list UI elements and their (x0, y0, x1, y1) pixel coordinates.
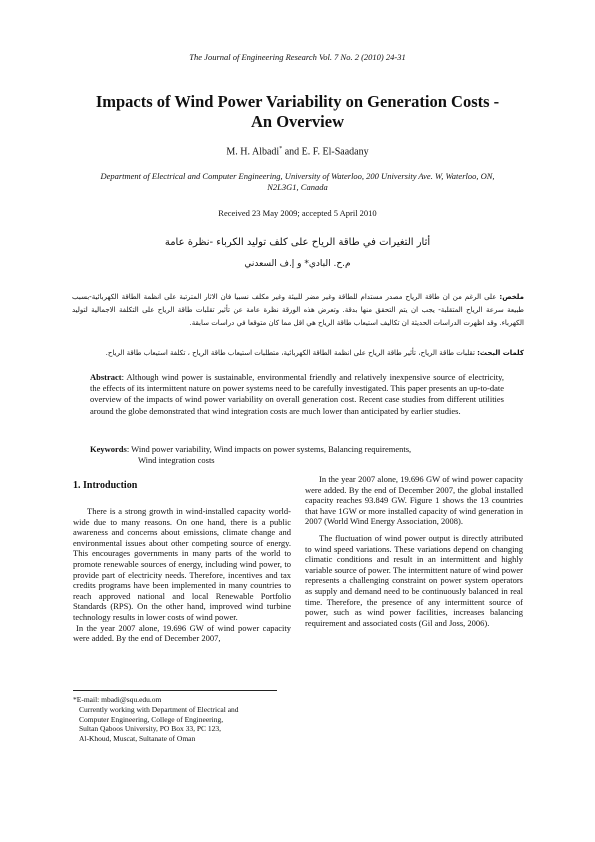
paper-title (55, 92, 540, 132)
left-column (73, 506, 291, 644)
arabic-keywords-label: كلمات البحث: (477, 349, 524, 357)
arabic-keywords (72, 348, 524, 358)
right-paragraph-2: The fluctuation of wind power output is directly attributed to wind speed variations. These variations depend on changing climatic conditions and result in an intermittent and highly variable source of power. The intermittent nature of wind power represents a challenging constraint on power system operators as supply and demand need to be continuously balanced in real time. Therefore, the presence of any intermittent source of power, such as wind power facilities, increases balancing requirement and associated costs (Gil and Joss, 2006). (305, 532, 523, 628)
intro-paragraph-2: In the year 2007 alone, 19.696 GW of wind power capacity were added. By the end of December 2007, (73, 622, 291, 644)
affiliation (80, 171, 515, 193)
footnote-line-2: Computer Engineering, College of Engineering, (79, 714, 224, 724)
arabic-abstract-text: على الرغم من ان طاقة الرياح مصدر مستدام للطاقة وغير مضر للبيئة وغير مكلف نسبيا فان الاثار المترتبة على انظمة الطاقة الكهربائية-بسبب طبيعة سرعة الرياح المتقلبة- يجب ان يتم التحقق منها بدقة. وتعرض هذه الورقة نظرة عامة عن تأثير تقلبات طاقة الرياح على التكلفة الاجمالية لتوليد الكهرباء. وقد اظهرت الدراسات الحديثة ان تكاليف استيعاب طاقة الرياح هي اقل مما كان متوقعا في دراسات سابقة. (72, 293, 524, 327)
footnote-rule (73, 690, 277, 691)
arabic-title: أثار التغيرات في طاقة الرياح على كلف توليد الكرباء -نظرة عامة (164, 237, 431, 248)
journal-header: The Journal of Engineering Research Vol. 7 No. 2 (2010) 24-31 (189, 52, 406, 62)
keywords-label: Keywords (90, 444, 127, 454)
author-list (0, 146, 595, 157)
right-column (305, 474, 523, 628)
affiliation-line-1: Department of Electrical and Computer Engineering, University of Waterloo, 200 University Ave. W, Waterloo, ON, (100, 171, 495, 181)
footnote-line-1: Currently working with Department of Electrical and (79, 704, 239, 714)
arabic-keywords-text: تقلبات طاقة الرياح، تأثير طاقة الرياح على انظمة الطاقة الكهربائية، متطلبات استيعاب طاقة الرياح ، تكلفة استيعاب طاقة الرياح. (105, 349, 478, 357)
author-rest: and E. F. El-Saadany (282, 146, 369, 158)
section-heading-introduction: 1. Introduction (73, 480, 138, 491)
right-paragraph-1: In the year 2007 alone, 19.696 GW of wind power capacity were added. By the end of December 2007, the global installed capacity reaches 93.849 GW. Figure 1 shows the 13 countries that have 1GW or more installed capacity of wind generation in 2007 (World Wind Energy Association, 2008). (305, 474, 523, 527)
keywords-line-1 (90, 444, 504, 455)
abstract-text: : Although wind power is sustainable, environmental friendly and relatively inexpensive source of electricity, the effects of its intermittent nature on power systems need to be carefully investigated. This paper presents an up-to-date overview of the impacts of wind power variability on overall generation cost. Recent case studies from different utilities around the globe demonstrated that wind integration costs are much lower than anticipated by earlier studies. (90, 372, 504, 416)
keywords (90, 444, 504, 466)
received-date: Received 23 May 2009; accepted 5 April 2010 (218, 208, 377, 218)
intro-paragraph-1: There is a strong growth in wind-installed capacity world-wide due to many reasons. On one hand, there is a public awareness and concerns about emissions, climate change and environmental issues about other competing source of energy. This encourages governments in many parts of the world to promote renewable sources of energy, including wind power, to provide part of electricity needs. Therefore, incentives and tax credits programs have been implemented in many countries to reach approved national and local Renewable Portfolio Standards (RPS). On the other hand, improved wind turbine technology results in lower costs of wind power. (73, 506, 291, 622)
abstract (90, 372, 504, 417)
title-line-1: Impacts of Wind Power Variability on Generation Costs - (95, 92, 500, 111)
arabic-abstract (72, 291, 524, 330)
keywords-text-1: : Wind power variability, Wind impacts on power systems, Balancing requirements, (126, 444, 412, 454)
footnote-email: *E-mail: mbadi@squ.edu.om (73, 695, 162, 704)
footnote-line-4: Al-Khoud, Muscat, Sultanate of Oman (79, 734, 196, 744)
title-line-2: An Overview (250, 112, 345, 131)
arabic-abstract-label: ملخص: (499, 293, 524, 301)
footnote-line-3: Sultan Qaboos University, PO Box 33, PC 123, (79, 724, 222, 734)
author-first: M. H. Albadi (226, 146, 280, 158)
keywords-line-2: Wind integration costs (138, 455, 215, 466)
affiliation-line-2: N2L3G1, Canada (267, 182, 328, 192)
arabic-authors: م.ح. البادي* و إ.ف السعدني (244, 259, 351, 269)
abstract-label: Abstract (90, 372, 122, 382)
author-mark: * (279, 146, 283, 152)
footnote (73, 695, 291, 744)
